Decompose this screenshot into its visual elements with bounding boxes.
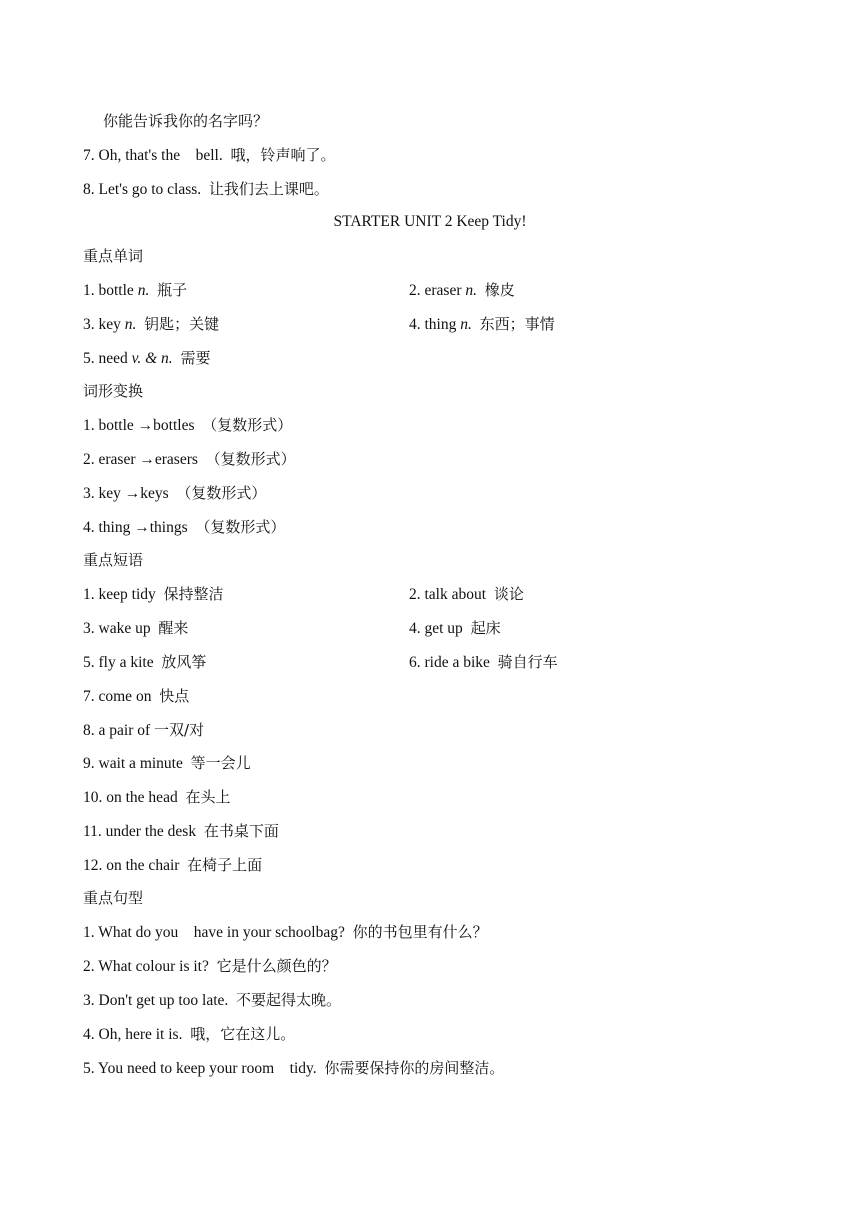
word-item-2: 2. eraser n. 橡皮	[409, 281, 515, 299]
phrase-item-6: 6. ride a bike 骑自行车	[409, 653, 558, 671]
section-heading-sentences: 重点句型	[83, 889, 144, 907]
intro-line-8: 8. Let's go to class. 让我们去上课吧。	[83, 180, 329, 198]
phrase-item-2: 2. talk about 谈论	[409, 585, 524, 603]
intro-line-ask-name: 你能告诉我你的名字吗？	[103, 112, 269, 130]
form-item-2: 2. eraser →erasers （复数形式）	[83, 450, 296, 468]
intro-line-7: 7. Oh, that's the bell. 哦，铃声响了。	[83, 146, 336, 164]
word-item-5: 5. need v. & n. 需要	[83, 349, 211, 367]
section-heading-phrases: 重点短语	[83, 551, 144, 569]
sentence-item-3: 3. Don't get up too late. 不要起得太晚。	[83, 991, 342, 1009]
phrase-item-11: 11. under the desk 在书桌下面	[83, 822, 279, 840]
phrase-item-1: 1. keep tidy 保持整洁	[83, 585, 224, 603]
form-item-1: 1. bottle →bottles （复数形式）	[83, 416, 293, 434]
sentence-item-1: 1. What do you have in your schoolbag? 你的书包里有什么？	[83, 923, 488, 941]
sentence-item-2: 2. What colour is it? 它是什么颜色的？	[83, 957, 337, 975]
phrase-item-5: 5. fly a kite 放风筝	[83, 653, 207, 671]
phrase-item-4: 4. get up 起床	[409, 619, 501, 637]
word-item-3: 3. key n. 钥匙；关键	[83, 315, 220, 333]
unit-title: STARTER UNIT 2 Keep Tidy!	[333, 213, 527, 230]
phrase-item-12: 12. on the chair 在椅子上面	[83, 856, 263, 874]
phrase-item-7: 7. come on 快点	[83, 687, 190, 705]
form-item-3: 3. key →keys （复数形式）	[83, 484, 267, 502]
section-heading-words: 重点单词	[83, 247, 144, 265]
section-heading-forms: 词形变换	[83, 382, 144, 400]
phrase-item-8: 8. a pair of 一双/对	[83, 721, 205, 739]
phrase-item-9: 9. wait a minute 等一会儿	[83, 754, 251, 772]
word-item-4: 4. thing n. 东西；事情	[409, 315, 555, 333]
sentence-item-4: 4. Oh, here it is. 哦，它在这儿。	[83, 1025, 296, 1043]
form-item-4: 4. thing →things （复数形式）	[83, 518, 286, 536]
sentence-item-5: 5. You need to keep your room tidy. 你需要保持你的房间整洁。	[83, 1059, 505, 1077]
word-item-1: 1. bottle n. 瓶子	[83, 281, 188, 299]
phrase-item-10: 10. on the head 在头上	[83, 788, 231, 806]
phrase-item-3: 3. wake up 醒来	[83, 619, 189, 637]
